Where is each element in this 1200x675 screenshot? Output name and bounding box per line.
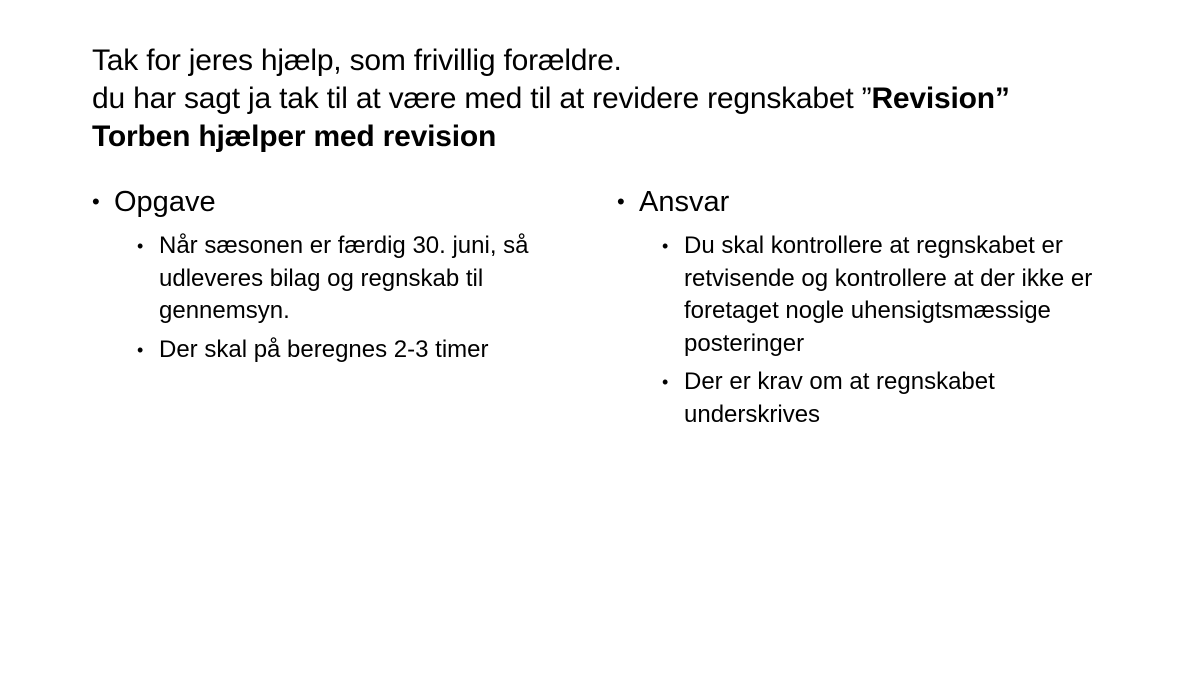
bullet-icon: •	[662, 236, 669, 256]
slide-title	[92, 42, 1132, 156]
title-line-2-text: du har sagt ja tak til at være med til at revidere regnskabet ”	[92, 82, 872, 115]
list-item	[137, 230, 592, 328]
bullet-icon: •	[137, 236, 144, 256]
right-column-heading: Ansvar	[639, 186, 730, 218]
right-column-heading-item	[617, 182, 1117, 222]
left-column-heading-item	[92, 182, 592, 222]
list-item-text: Der skal på beregnes 2-3 timer	[159, 335, 489, 363]
right-column-list	[617, 230, 1117, 431]
right-column	[617, 182, 1117, 437]
title-line-1: Tak for jeres hjælp, som frivillig forældre.	[92, 44, 622, 77]
bullet-icon: •	[662, 372, 669, 392]
list-item-text: Når sæsonen er færdig 30. juni, så udleveres bilag og regnskab til gennemsyn.	[159, 232, 529, 324]
title-line-2-bold: Revision”	[871, 82, 1010, 115]
list-item-text: Du skal kontrollere at regnskabet er retvisende og kontrollere at der ikke er foretaget nogle uhensigtsmæssige posteringer	[684, 232, 1093, 357]
bullet-icon: •	[137, 339, 144, 360]
title-line-3	[92, 118, 1132, 156]
list-item	[137, 334, 592, 367]
title-line-3-bold: Torben hjælper med revision	[92, 120, 497, 153]
list-item	[662, 366, 1117, 431]
bullet-icon: •	[92, 189, 100, 214]
left-column	[92, 182, 592, 372]
left-column-heading: Opgave	[114, 186, 216, 218]
list-item	[662, 230, 1117, 360]
title-line-2	[92, 80, 1132, 118]
list-item-text: Der er krav om at regnskabet underskrives	[684, 368, 995, 428]
left-column-list	[92, 230, 592, 366]
bullet-icon: •	[617, 189, 625, 214]
